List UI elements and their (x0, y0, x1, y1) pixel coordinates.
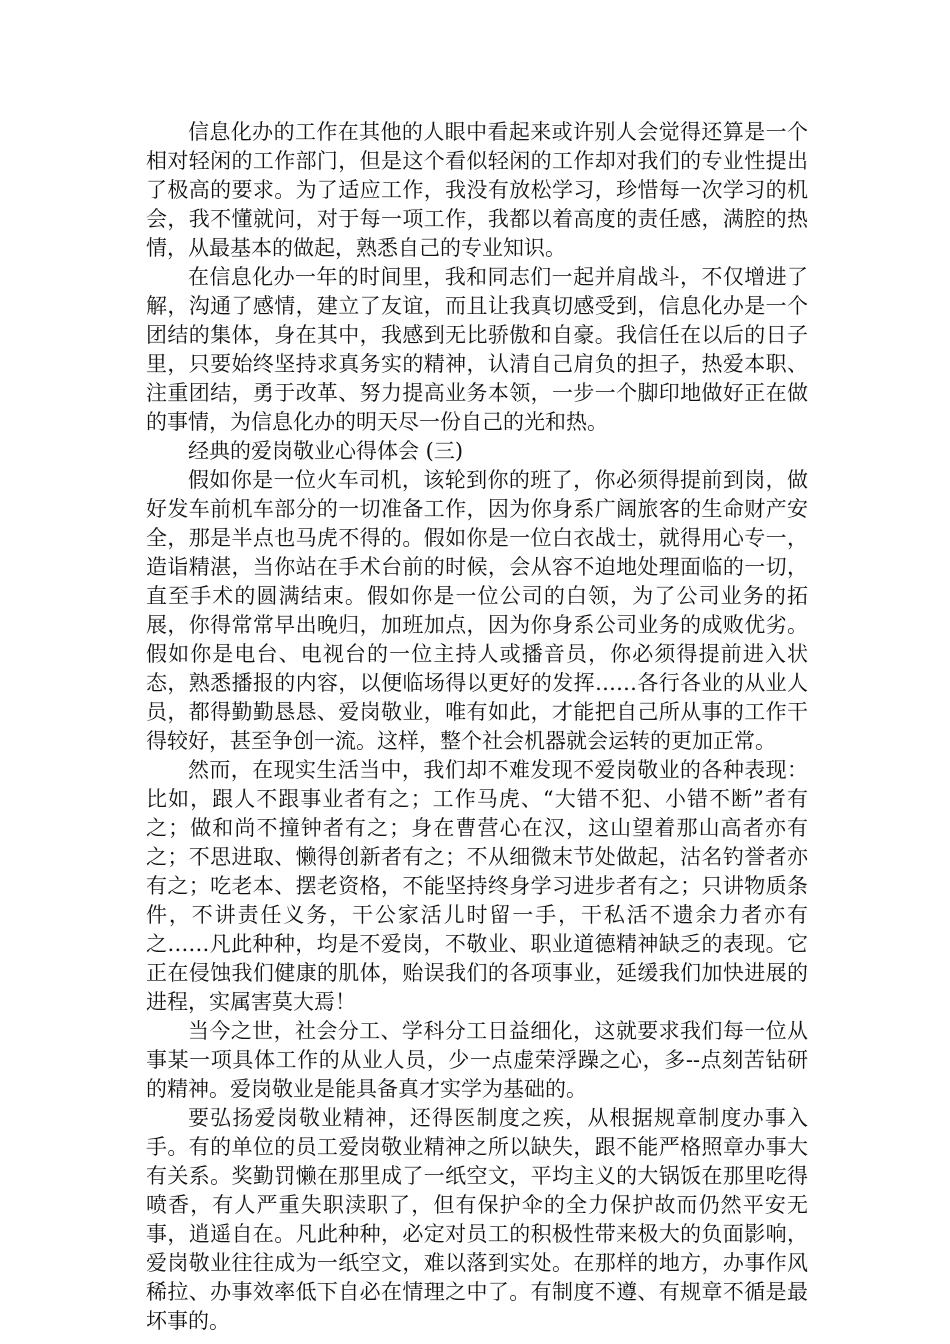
paragraph: 信息化办的工作在其他的人眼中看起来或许别人会觉得还算是一个相对轻闲的工作部门，但是这个看似轻闲的工作却对我们的专业性提出了极高的要求。为了适应工作，我没有放松学习，珍惜每一次学习的机会，我不懂就问，对于每一项工作，我都以着高度的责任感，满腔的热情，从最基本的做起，熟悉自己的专业知识。 (146, 120, 808, 260)
paragraph: 要弘扬爱岗敬业精神，还得医制度之疾，从根据规章制度办事入手。有的单位的员工爱岗敬业精神之所以缺失，跟不能严格照章办事大有关系。奖勤罚懒在那里成了一纸空文，平均主义的大锅饭在那里吃得喷香，有人严重失职渎职了，但有保护伞的全力保护故而仍然平安无事，逍遥自在。凡此种种，必定对员工的积极性带来极大的负面影响，爱岗敬业往往成为一纸空文，难以落到实处。在那样的地方，办事作风稀拉、办事效率低下自必在情理之中了。有制度不遵、有规章不循是最坏事的。 (146, 1106, 808, 1333)
paragraph: 当今之世，社会分工、学科分工日益细化，这就要求我们每一位从事某一项具体工作的从业人员，少一点虚荣浮躁之心，多--点刻苦钻研的精神。爱岗敬业是能具备真才实学为基础的。 (146, 1019, 808, 1101)
paragraph: 在信息化办一年的时间里，我和同志们一起并肩战斗，不仅增进了解，沟通了感情，建立了友谊，而且让我真切感受到，信息化办是一个团结的集体，身在其中，我感到无比骄傲和自豪。我信任在以后的日子里，只要始终坚持求真务实的精神，认清自己肩负的担子，热爱本职、注重团结，勇于改革、努力提高业务本领，一步一个脚印地做好正在做的事情，为信息化办的明天尽一份自己的光和热。 (146, 265, 808, 434)
document-body (146, 118, 808, 1336)
paragraph: 假如你是一位火车司机，该轮到你的班了，你必须得提前到岗，做好发车前机车部分的一切准备工作，因为你身系广阔旅客的生命财产安全，那是半点也马虎不得的。假如你是一位白衣战士，就得用心专一，造诣精湛，当你站在手术台前的时候，会从容不迫地处理面临的一切，直至手术的圆满结束。假如你是一位公司的白领，为了公司业务的拓展，你得常常早出晚归，加班加点，因为你身系公司业务的成败优劣。假如你是电台、电视台的一位主持人或播音员，你必须得提前进入状态，熟悉播报的内容，以便临场得以更好的发挥……各行各业的从业人员，都得勤勤恳恳、爱岗敬业，唯有如此，才能把自己所从事的工作干得较好，甚至争创一流。这样，整个社会机器就会运转的更加正常。 (146, 468, 808, 753)
paragraph: 然而，在现实生活当中，我们却不难发现不爱岗敬业的各种表现：比如，跟人不跟事业者有之；工作马虎、“大错不犯、小错不断”者有之；做和尚不撞钟者有之；身在曹营心在汉，这山望着那山高者亦有之；不思进取、懒得创新者有之；不从细微末节处做起，沽名钓誉者亦有之；吃老本、摆老资格，不能坚持终身学习进步者有之；只讲物质条件，不讲责任义务，干公家活儿时留一手，干私活不遗余力者亦有之……凡此种种，均是不爱岗，不敬业、职业道德精神缺乏的表现。它正在侵蚀我们健康的肌体，贻误我们的各项事业，延缓我们加快进展的进程，实属害莫大焉！ (146, 758, 808, 1014)
section-heading: 经典的爱岗敬业心得体会 (三) (188, 439, 464, 463)
